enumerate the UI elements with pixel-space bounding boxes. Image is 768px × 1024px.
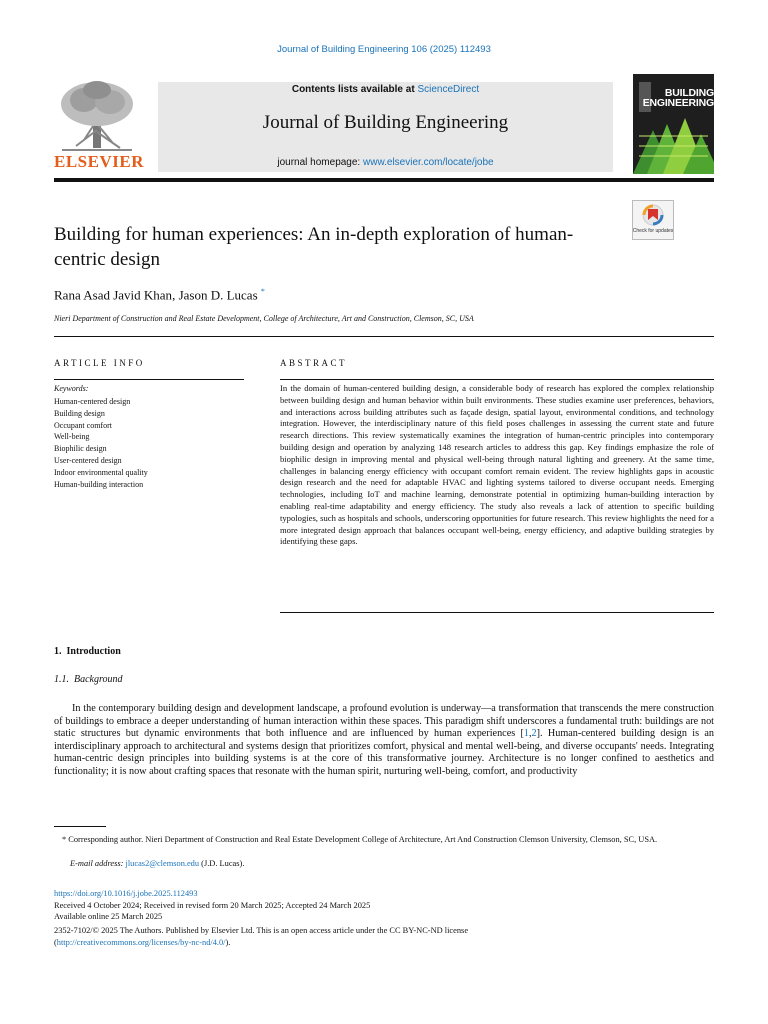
divider	[280, 379, 714, 380]
cover-title: BUILDING ENGINEERING	[642, 87, 714, 109]
email-footnote	[70, 859, 244, 868]
license-statement	[54, 925, 714, 948]
author-separator: ,	[172, 287, 176, 303]
paragraph-text: ]. Human-centered building design is an interdisciplinary approach to architectural and systems design that prioritizes comfort, physical and mental well-being, and diverse occupants' needs. Integrating human-centric design principles into building systems is at the core of this transformative journey. Architecture is no longer confined to aesthetics and functionality; it is now about crafting spaces that resonate with the human spirit, nurturing well-being, comfort, and productivity	[54, 728, 714, 777]
keyword-list	[54, 396, 148, 490]
doi-link[interactable]: https://doi.org/10.1016/j.jobe.2025.112493	[54, 889, 198, 898]
section-title: Introduction	[66, 646, 121, 657]
section-number: 1.	[54, 646, 62, 657]
subsection-heading	[54, 674, 123, 685]
subsection-title: Background	[74, 674, 123, 685]
keyword: Biophilic design	[54, 444, 107, 454]
keyword: Building design	[54, 408, 105, 418]
contents-line	[158, 84, 613, 95]
available-date: Available online 25 March 2025	[54, 912, 163, 922]
keyword: Human-centered design	[54, 397, 131, 406]
author-list	[54, 287, 265, 303]
citation-link[interactable]: 2	[531, 728, 537, 740]
article-title: Building for human experiences: An in-depth exploration of human-centric design	[54, 224, 574, 270]
email-link[interactable]: jlucas2@clemson.edu	[125, 859, 200, 868]
divider	[280, 612, 714, 613]
license-paren: ).	[225, 937, 231, 947]
abstract-text: In the domain of human-centered building design, a considerable body of research has explored the complex relationship between building design and human behavior within built environments. These studies examine user preferences, behaviors, and interactions across building attributes such as façade design, spatial layout, environmental conditions, and technology integration. However, the interdisciplinary nature of this field poses challenges in assessing the current state and future research directions. This review systematically examines the integration of human-centric principles into contemporary building design and operation by analyzing 148 research articles to address this gap. Key findings emphasize the role of biophilic design in improving mental and physical well-being through natural lighting and greenery. At the same time, challenges in balancing energy efficiency with occupant comfort remain evident. The review highlights gaps in acoustic design research and the need for adaptable HVAC and lighting systems tailored to diverse occupant needs. Emerging technologies, including IoT and machine learning, demonstrate potential in optimizing human-building interaction by enabling real-time adaptability and energy efficiency. The study also reveals a lack of attention to specific building typologies, such as hospitals and schools, underscoring opportunities for future research. This review highlights the need for a more integrated design approach that balances occupant well-being, energy efficiency, and adaptive building strategies by identifying these gaps.	[280, 383, 714, 547]
article-info-heading: ARTICLE INFO	[54, 358, 145, 368]
corresponding-author-link[interactable]: *	[260, 287, 265, 296]
email-suffix: (J.D. Lucas).	[201, 859, 245, 868]
author-name: Jason D. Lucas	[178, 287, 258, 303]
divider	[54, 379, 244, 380]
license-link[interactable]: http://creativecommons.org/licenses/by-nc-nd/4.0/	[56, 937, 226, 947]
divider	[54, 336, 714, 337]
sciencedirect-link[interactable]: ScienceDirect	[417, 84, 480, 95]
elsevier-wordmark: ELSEVIER	[54, 152, 144, 171]
footnote-mark: *	[62, 835, 67, 844]
keywords-label: Keywords:	[54, 384, 89, 393]
contents-prefix: Contents lists available at	[291, 84, 415, 95]
tree-icon	[54, 80, 140, 152]
homepage-prefix: journal homepage:	[277, 157, 361, 168]
citation-link[interactable]: 1	[523, 728, 529, 740]
elsevier-logo[interactable]	[54, 80, 144, 172]
header-rule	[54, 178, 714, 182]
homepage-line	[158, 157, 613, 168]
abstract-heading: ABSTRACT	[280, 358, 348, 368]
journal-title: Journal of Building Engineering	[262, 112, 509, 133]
keyword: User-centered design	[54, 455, 122, 465]
license-paren: (	[54, 937, 57, 947]
crossmark-icon	[633, 201, 673, 239]
affiliation: Nieri Department of Construction and Real Estate Development, College of Architecture, Art and Construction, Clemson, SC, USA	[54, 314, 474, 323]
corresponding-author-footnote	[54, 834, 714, 846]
keyword: Indoor environmental quality	[54, 467, 148, 477]
subsection-number: 1.1.	[54, 674, 69, 685]
journal-cover-thumbnail[interactable]	[633, 74, 714, 174]
author-name: Rana Asad Javid Khan	[54, 287, 173, 303]
publication-info	[54, 888, 370, 923]
paragraph-text: In the contemporary building design and development landscape, a profound evolution is underway—a transformation that transcends the mere construction of buildings to embrace a deeper understanding of human interaction within these spaces. This paradigm shift underscores a fundamental truth: buildings are not static structures but dynamic environments that both influence and are influenced by human experiences [	[54, 703, 714, 740]
journal-banner	[158, 82, 613, 172]
footnote-text: Corresponding author. Nieri Department of Construction and Real Estate Development College of Architecture, Art And Construction Clemson University, Clemson, SC, USA.	[68, 835, 658, 844]
keyword: Human-building interaction	[54, 479, 144, 489]
keyword: Occupant comfort	[54, 420, 112, 430]
received-dates: Received 4 October 2024; Received in revised form 20 March 2025; Accepted 24 March 2025	[54, 900, 371, 910]
journal-homepage-link[interactable]: www.elsevier.com/locate/jobe	[363, 157, 494, 168]
footnote-rule	[54, 826, 106, 827]
body-paragraph	[54, 703, 714, 779]
license-text: 2352-7102/© 2025 The Authors. Published by Elsevier Ltd. This is an open access article under the CC BY-NC-ND license	[54, 926, 469, 935]
keyword: Well-being	[54, 432, 90, 442]
journal-citation[interactable]: Journal of Building Engineering 106 (2025) 112493	[277, 44, 491, 55]
check-for-updates-button[interactable]	[632, 200, 674, 240]
section-heading	[54, 646, 121, 657]
citation-separator: ,	[528, 728, 532, 740]
email-label: E-mail address:	[70, 859, 124, 868]
crossmark-label: Check for updates	[633, 228, 673, 234]
